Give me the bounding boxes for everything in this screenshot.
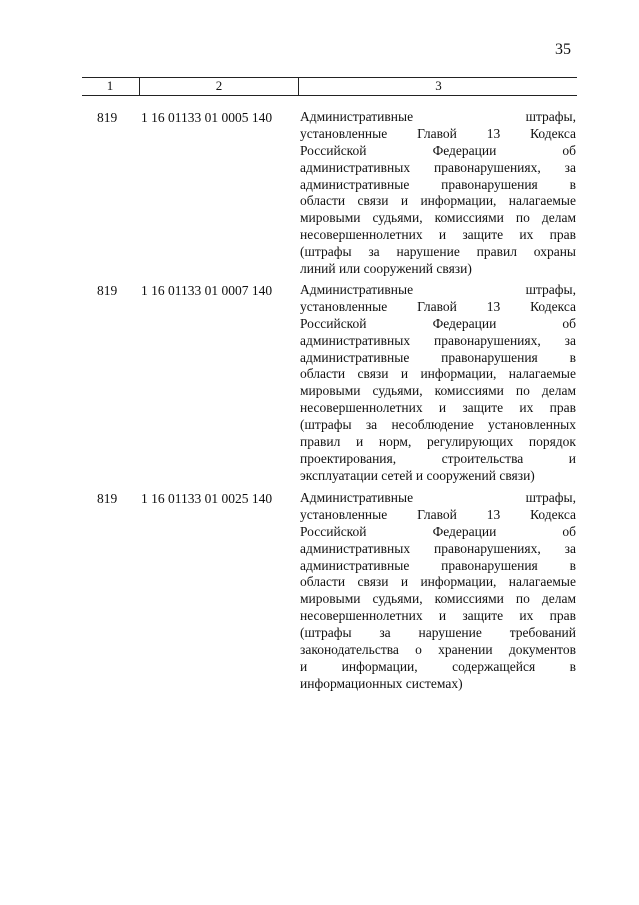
description-line: административные правонарушения в	[300, 176, 576, 192]
description-line: административных правонарушениях, за	[300, 540, 576, 556]
description-line: мировыми судьями, комиссиями по делам	[300, 383, 576, 399]
description-line: области связи и информации, налагаемые	[300, 193, 576, 209]
description	[300, 282, 576, 485]
description-line: (штрафы за несоблюдение установленных	[300, 417, 576, 433]
description-line: правил и норм, регулирующих порядок	[300, 434, 576, 450]
description-line: проектирования, строительства и	[300, 450, 576, 466]
admin-code: 819	[97, 491, 118, 506]
description-line: несовершеннолетних и защите их прав	[300, 400, 576, 416]
description-line: Российской Федерации об	[300, 315, 576, 331]
description-line: несовершеннолетних и защите их прав	[300, 608, 576, 624]
description-line: установленные Главой 13 Кодекса	[300, 125, 576, 141]
admin-code: 819	[97, 110, 118, 125]
description-line: области связи и информации, налагаемые	[300, 574, 576, 590]
column-header-3: 3	[298, 78, 578, 95]
page-number: 35	[555, 41, 571, 58]
description-line: административных правонарушениях, за	[300, 332, 576, 348]
admin-code: 819	[97, 283, 118, 298]
description-line: (штрафы за нарушение требований	[300, 625, 576, 641]
description-line: законодательства о хранении документов	[300, 642, 576, 658]
description-line: мировыми судьями, комиссиями по делам	[300, 591, 576, 607]
kbk-code: 1 16 01133 01 0005 140	[141, 110, 273, 125]
description-line: установленные Главой 13 Кодекса	[300, 506, 576, 522]
description-line: информационных системах)	[300, 675, 463, 691]
description-line: линий или сооружений связи)	[300, 261, 472, 277]
column-header-2: 2	[139, 78, 298, 95]
description-line: (штрафы за нарушение правил охраны	[300, 244, 576, 260]
description	[300, 490, 576, 693]
kbk-code: 1 16 01133 01 0007 140	[141, 283, 273, 298]
description-line: установленные Главой 13 Кодекса	[300, 298, 576, 314]
description-line: мировыми судьями, комиссиями по делам	[300, 210, 576, 226]
description	[300, 109, 576, 278]
description-line: административных правонарушениях, за	[300, 159, 576, 175]
description-line: административные правонарушения в	[300, 557, 576, 573]
description-line: эксплуатации сетей и сооружений связи)	[300, 467, 535, 483]
description-line: Административные штрафы,	[300, 282, 576, 297]
description-line: Административные штрафы,	[300, 109, 576, 124]
description-line: области связи и информации, налагаемые	[300, 366, 576, 382]
column-header-1: 1	[106, 78, 114, 93]
table-header	[82, 77, 577, 96]
kbk-code: 1 16 01133 01 0025 140	[141, 491, 273, 506]
description-line: несовершеннолетних и защите их прав	[300, 227, 576, 243]
description-line: административные правонарушения в	[300, 349, 576, 365]
description-line: Административные штрафы,	[300, 490, 576, 505]
description-line: и информации, содержащейся в	[300, 658, 576, 674]
description-line: Российской Федерации об	[300, 142, 576, 158]
description-line: Российской Федерации об	[300, 523, 576, 539]
